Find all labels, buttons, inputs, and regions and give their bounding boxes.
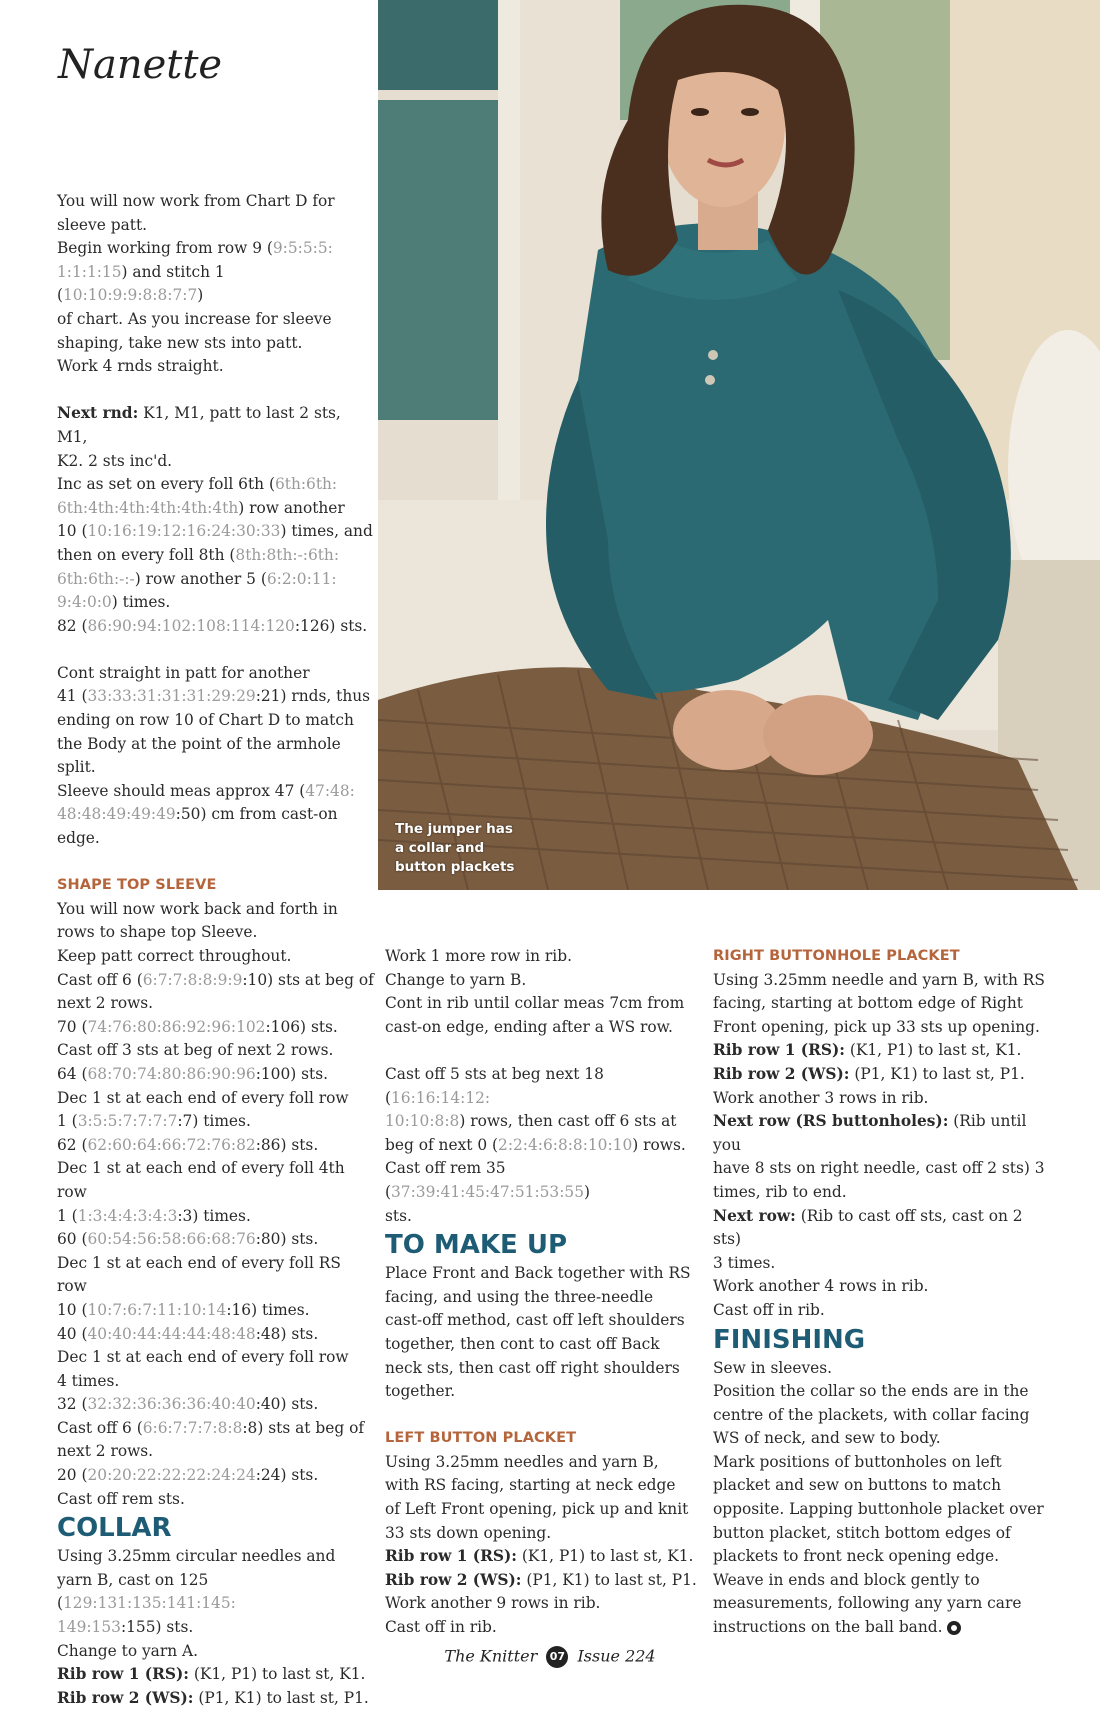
text-line: Change to yarn B. <box>385 970 527 989</box>
caption-line: button plackets <box>395 859 515 875</box>
text-line: 3 times. <box>713 1253 776 1272</box>
text-line: 10:10:8:8) rows, then cast off 6 sts at <box>385 1112 677 1131</box>
page-number: 07 <box>546 1646 568 1668</box>
model-illustration <box>378 0 1100 890</box>
text-line: Rib row 2 (WS): (P1, K1) to last st, P1. <box>713 1064 1025 1083</box>
text-line: together, then cont to cast off Back <box>385 1334 660 1353</box>
text-line: Keep patt correct throughout. <box>57 947 292 965</box>
issue-label: Issue 224 <box>577 1646 656 1666</box>
text-line: 64 (68:70:74:80:86:90:96:100) sts. <box>57 1064 329 1083</box>
text-line: Using 3.25mm circular needles and <box>57 1547 336 1566</box>
text-line: 41 (33:33:31:31:31:29:29:21) rnds, thus <box>57 687 371 706</box>
text-line: of chart. As you increase for sleeve <box>57 309 332 328</box>
text-line: Rib row 1 (RS): (K1, P1) to last st, K1. <box>57 1665 366 1684</box>
text-line: 4 times. <box>57 1371 120 1390</box>
text-line: Cast off 5 sts at beg next 18 (16:16:14:12: <box>385 1064 604 1107</box>
text-line: Cast off rem sts. <box>57 1489 185 1508</box>
text-line: Using 3.25mm needle and yarn B, with RS <box>713 970 1045 989</box>
text-line: 32 (32:32:36:36:36:40:40:40) sts. <box>57 1395 319 1414</box>
text-line: You will now work from Chart D for <box>57 192 335 210</box>
text-line: WS of neck, and sew to body. <box>713 1429 941 1448</box>
subheading-shape-top-sleeve: SHAPE TOP SLEEVE <box>57 877 217 894</box>
column-1 <box>57 190 375 1710</box>
text-line: 1 (1:3:4:4:3:4:3:3) times. <box>57 1206 251 1225</box>
end-mark-icon <box>947 1621 961 1635</box>
text-line: 70 (74:76:80:86:92:96:102:106) sts. <box>57 1017 338 1036</box>
text-line: Cast off in rib. <box>385 1618 497 1637</box>
column-3 <box>713 945 1053 1640</box>
text-line: button placket, stitch bottom edges of <box>713 1523 1011 1542</box>
text-line: 149:153:155) sts. <box>57 1618 194 1637</box>
text-line: opposite. Lapping buttonhole placket over <box>713 1500 1044 1519</box>
text-line: split. <box>57 758 96 777</box>
text-line: Dec 1 st at each end of every foll 4th row <box>57 1159 345 1201</box>
text-line: Next rnd: K1, M1, patt to last 2 sts, M1, <box>57 404 341 446</box>
text-line: sts. <box>385 1206 412 1225</box>
text-line: 9:4:0:0) times. <box>57 593 171 612</box>
text-line: 1 (3:5:5:7:7:7:7:7) times. <box>57 1112 251 1131</box>
text-line: Cast off in rib. <box>713 1300 825 1319</box>
text-line: with RS facing, starting at neck edge <box>385 1476 676 1495</box>
text-line: 48:48:49:49:49:50) cm from cast-on <box>57 805 338 824</box>
text-line: together. <box>385 1382 456 1401</box>
text-line: Work 4 rnds straight. <box>57 357 224 376</box>
text-line: Rib row 1 (RS): (K1, P1) to last st, K1. <box>385 1547 694 1566</box>
heading-collar: COLLAR <box>57 1513 172 1544</box>
text-line: 10 (10:16:19:12:16:24:30:33) times, and <box>57 522 373 541</box>
page-footer <box>0 1646 1100 1668</box>
text-line: measurements, following any yarn care <box>713 1594 1022 1613</box>
text-line: Dec 1 st at each end of every foll row <box>57 1348 349 1367</box>
text-line: centre of the plackets, with collar facing <box>713 1405 1030 1424</box>
text-line: Cont in rib until collar meas 7cm from <box>385 994 685 1013</box>
text-line: Sew in sleeves. <box>713 1358 833 1377</box>
text-line: 20 (20:20:22:22:22:24:24:24) sts. <box>57 1466 319 1485</box>
text-line: Begin working from row 9 (9:5:5:5: <box>57 239 333 258</box>
text-line: Cast off 6 (6:7:7:8:8:9:9:10) sts at beg of <box>57 970 374 989</box>
text-line: 10 (10:7:6:7:11:10:14:16) times. <box>57 1300 310 1319</box>
text-line: Work 1 more row in rib. <box>385 947 572 965</box>
caption-line: a collar and <box>395 840 485 856</box>
heading-to-make-up: TO MAKE UP <box>385 1230 568 1261</box>
text-line: times, rib to end. <box>713 1182 847 1201</box>
text-line: Rib row 2 (WS): (P1, K1) to last st, P1. <box>57 1688 369 1707</box>
text-line: shaping, take new sts into patt. <box>57 333 303 352</box>
text-line: have 8 sts on right needle, cast off 2 sts) 3 <box>713 1159 1045 1178</box>
text-line: Using 3.25mm needles and yarn B, <box>385 1452 659 1471</box>
text-line: Work another 3 rows in rib. <box>713 1088 929 1107</box>
text-line: Cast off rem 35 (37:39:41:45:47:51:53:55) <box>385 1159 591 1201</box>
text-line: beg of next 0 (2:2:4:6:8:8:10:10) rows. <box>385 1135 686 1154</box>
text-line: Inc as set on every foll 6th (6th:6th: <box>57 475 338 494</box>
text-line: Rib row 1 (RS): (K1, P1) to last st, K1. <box>713 1041 1022 1060</box>
text-line: Weave in ends and block gently to <box>713 1570 980 1589</box>
text-line: You will now work back and forth in <box>57 899 338 918</box>
text-line: Front opening, pick up 33 sts up opening. <box>713 1017 1040 1036</box>
text-line: Work another 4 rows in rib. <box>713 1277 929 1296</box>
text-line: cast-on edge, ending after a WS row. <box>385 1017 673 1036</box>
text-line: 40 (40:40:44:44:44:48:48:48) sts. <box>57 1324 319 1343</box>
text-line: Change to yarn A. <box>57 1641 199 1660</box>
text-line: 6th:4th:4th:4th:4th:4th) row another <box>57 498 345 517</box>
text-line: then on every foll 8th (8th:8th:-:6th: <box>57 545 340 564</box>
text-line: Work another 9 rows in rib. <box>385 1594 601 1613</box>
text-line: Mark positions of buttonholes on left <box>713 1452 1002 1471</box>
text-line: Position the collar so the ends are in the <box>713 1382 1029 1401</box>
text-line: plackets to front neck opening edge. <box>713 1547 1000 1566</box>
text-line: 6th:6th:-:-) row another 5 (6:2:0:11: <box>57 569 337 588</box>
text-line: 60 (60:54:56:58:66:68:76:80) sts. <box>57 1230 319 1249</box>
text-line: 62 (62:60:64:66:72:76:82:86) sts. <box>57 1135 319 1154</box>
text-line: the Body at the point of the armhole <box>57 734 341 753</box>
text-line: Dec 1 st at each end of every foll RS row <box>57 1253 341 1296</box>
text-line: Next row (RS buttonholes): (Rib until you <box>713 1112 1027 1154</box>
text-line: Cast off 6 (6:6:7:7:7:8:8:8) sts at beg of <box>57 1418 365 1437</box>
caption-line: The jumper has <box>395 821 513 837</box>
text-line: next 2 rows. <box>57 994 154 1013</box>
text-line: facing, and using the three-needle <box>385 1287 654 1306</box>
text-line: cast-off method, cast off left shoulders <box>385 1311 685 1330</box>
text-line: 33 sts down opening. <box>385 1523 552 1542</box>
heading-finishing: FINISHING <box>713 1324 866 1355</box>
text-line: 82 (86:90:94:102:108:114:120:126) sts. <box>57 616 368 635</box>
text-line: placket and sew on buttons to match <box>713 1476 1001 1495</box>
text-line: edge. <box>57 829 100 848</box>
column-2 <box>385 945 705 1640</box>
photo-caption <box>395 820 515 877</box>
text-line: Rib row 2 (WS): (P1, K1) to last st, P1. <box>385 1570 697 1589</box>
text-line: neck sts, then cast off right shoulders <box>385 1358 680 1377</box>
text-line: facing, starting at bottom edge of Right <box>713 994 1023 1013</box>
text-line: yarn B, cast on 125 (129:131:135:141:145: <box>57 1570 236 1613</box>
text-line: sleeve patt. <box>57 215 148 234</box>
text-line: of Left Front opening, pick up and knit <box>385 1500 689 1519</box>
text-line: 1:1:1:15) and stitch 1 (10:10:9:9:8:8:7:7) <box>57 262 225 305</box>
magazine-name: The Knitter <box>444 1646 538 1666</box>
pattern-title: Nanette <box>58 42 223 88</box>
text-line: Dec 1 st at each end of every foll row <box>57 1088 349 1107</box>
text-line: instructions on the ball band. <box>713 1616 1053 1640</box>
text-line: rows to shape top Sleeve. <box>57 923 258 942</box>
text-line: Cast off 3 sts at beg of next 2 rows. <box>57 1041 334 1060</box>
model-photo <box>378 0 1100 890</box>
text-line: Cont straight in patt for another <box>57 663 310 682</box>
subheading-left-button-placket: LEFT BUTTON PLACKET <box>385 1430 577 1447</box>
text-line: Sleeve should meas approx 47 (47:48: <box>57 781 355 800</box>
text-line: ending on row 10 of Chart D to match <box>57 711 354 730</box>
text-line: next 2 rows. <box>57 1442 154 1461</box>
text-line: Next row: (Rib to cast off sts, cast on 2 sts) <box>713 1206 1023 1249</box>
subheading-right-buttonhole-placket: RIGHT BUTTONHOLE PLACKET <box>713 948 960 964</box>
text-line: Place Front and Back together with RS <box>385 1264 691 1283</box>
text-line: K2. 2 sts inc'd. <box>57 451 173 470</box>
